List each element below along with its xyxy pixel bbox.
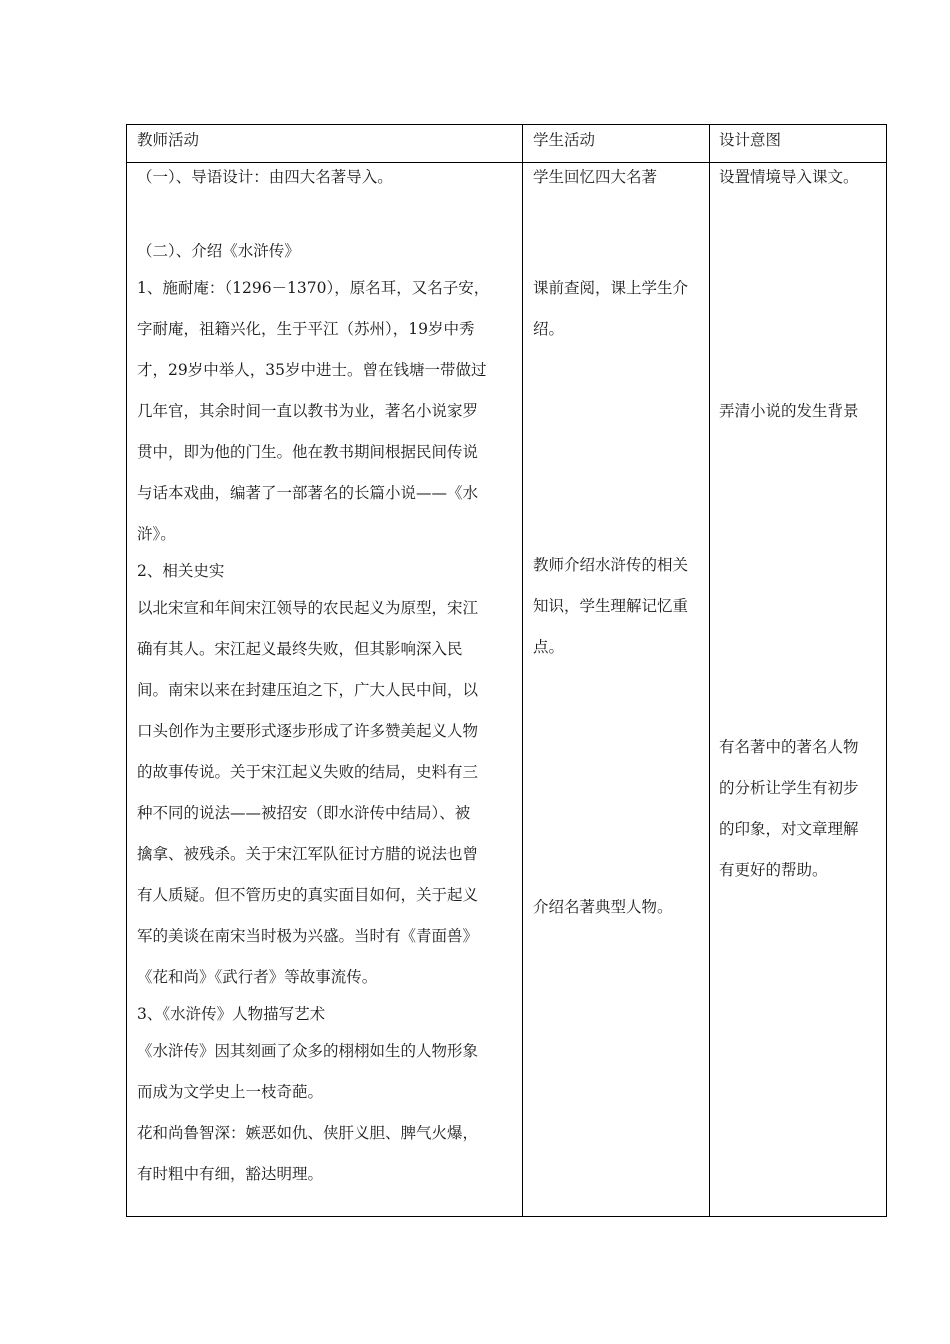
design-text-line: 的印象，对文章理解: [719, 820, 859, 838]
student-text-line: 知识，学生理解记忆重: [533, 597, 689, 615]
teacher-text-line: 贯中，即为他的门生。他在教书期间根据民间传说: [137, 443, 479, 461]
teacher-text-line: 军的美谈在南宋当时极为兴盛。当时有《青面兽》: [137, 927, 479, 945]
teacher-text-line: 间。南宋以来在封建压迫之下，广大人民中间，以: [137, 681, 479, 699]
design-text-line: 弄清小说的发生背景: [719, 402, 859, 420]
teacher-text-line: 而成为文学史上一枝奇葩。: [137, 1083, 324, 1101]
teacher-text-line: 的故事传说。关于宋江起义失败的结局，史料有三: [137, 763, 479, 781]
student-text-line: 课前查阅，课上学生介: [533, 279, 689, 297]
student-text-line: 学生回忆四大名著: [533, 168, 658, 186]
teacher-text-line: 1、施耐庵：（1296－1370），原名耳，又名子安，: [137, 279, 490, 297]
design-text-line: 的分析让学生有初步: [719, 779, 859, 797]
teacher-text-line: 有人质疑。但不管历史的真实面目如何，关于起义: [137, 886, 479, 904]
teacher-text-line: 浒》。: [137, 525, 176, 543]
teacher-text-line: 才，29岁中举人，35岁中进士。曾在钱塘一带做过: [137, 361, 487, 379]
teacher-text-line: 有时粗中有细，豁达明理。: [137, 1165, 324, 1183]
student-text-line: 教师介绍水浒传的相关: [533, 556, 689, 574]
teacher-text-line: 以北宋宣和年间宋江领导的农民起义为原型，宋江: [137, 599, 479, 617]
design-text-line: 设置情境导入课文。: [719, 168, 859, 186]
column-divider: [522, 125, 523, 1216]
teacher-text-line: 《水浒传》因其刻画了众多的栩栩如生的人物形象: [137, 1042, 479, 1060]
teacher-text-line: 3、《水浒传》人物描写艺术: [137, 1005, 326, 1023]
teacher-text-line: 几年官，其余时间一直以教书为业，著名小说家罗: [137, 402, 479, 420]
design-text-line: 有更好的帮助。: [719, 861, 828, 879]
header-teacher-activity: 教师活动: [137, 131, 200, 149]
teacher-text-line: 花和尚鲁智深：嫉恶如仇、侠肝义胆、脾气火爆，: [137, 1124, 479, 1142]
header-divider: [127, 162, 886, 163]
teacher-text-line: 2、相关史实: [137, 562, 225, 580]
design-text-line: 有名著中的著名人物: [719, 738, 859, 756]
teacher-text-line: （一）、导语设计：由四大名著导入。: [137, 168, 393, 186]
teacher-text-line: 种不同的说法——被招安（即水浒传中结局）、被: [137, 804, 471, 822]
teacher-text-line: 确有其人。宋江起义最终失败，但其影响深入民: [137, 640, 463, 658]
student-text-line: 点。: [533, 638, 565, 656]
header-student-activity: 学生活动: [533, 131, 596, 149]
teacher-text-line: 《花和尚》《武行者》等故事流传。: [137, 968, 378, 986]
teacher-text-line: 擒拿、被残杀。关于宋江军队征讨方腊的说法也曾: [137, 845, 479, 863]
column-divider: [709, 125, 710, 1216]
teacher-text-line: 字耐庵，祖籍兴化，生于平江（苏州），19岁中秀: [137, 320, 475, 338]
teacher-text-line: 与话本戏曲，编著了一部著名的长篇小说——《水: [137, 484, 479, 502]
lesson-plan-table: [126, 124, 887, 1217]
teacher-text-line: （二）、介绍《水浒传》: [137, 242, 300, 260]
student-text-line: 介绍名著典型人物。: [533, 898, 673, 916]
student-text-line: 绍。: [533, 320, 565, 338]
header-design-intent: 设计意图: [719, 131, 782, 149]
teacher-text-line: 口头创作为主要形式逐步形成了许多赞美起义人物: [137, 722, 479, 740]
